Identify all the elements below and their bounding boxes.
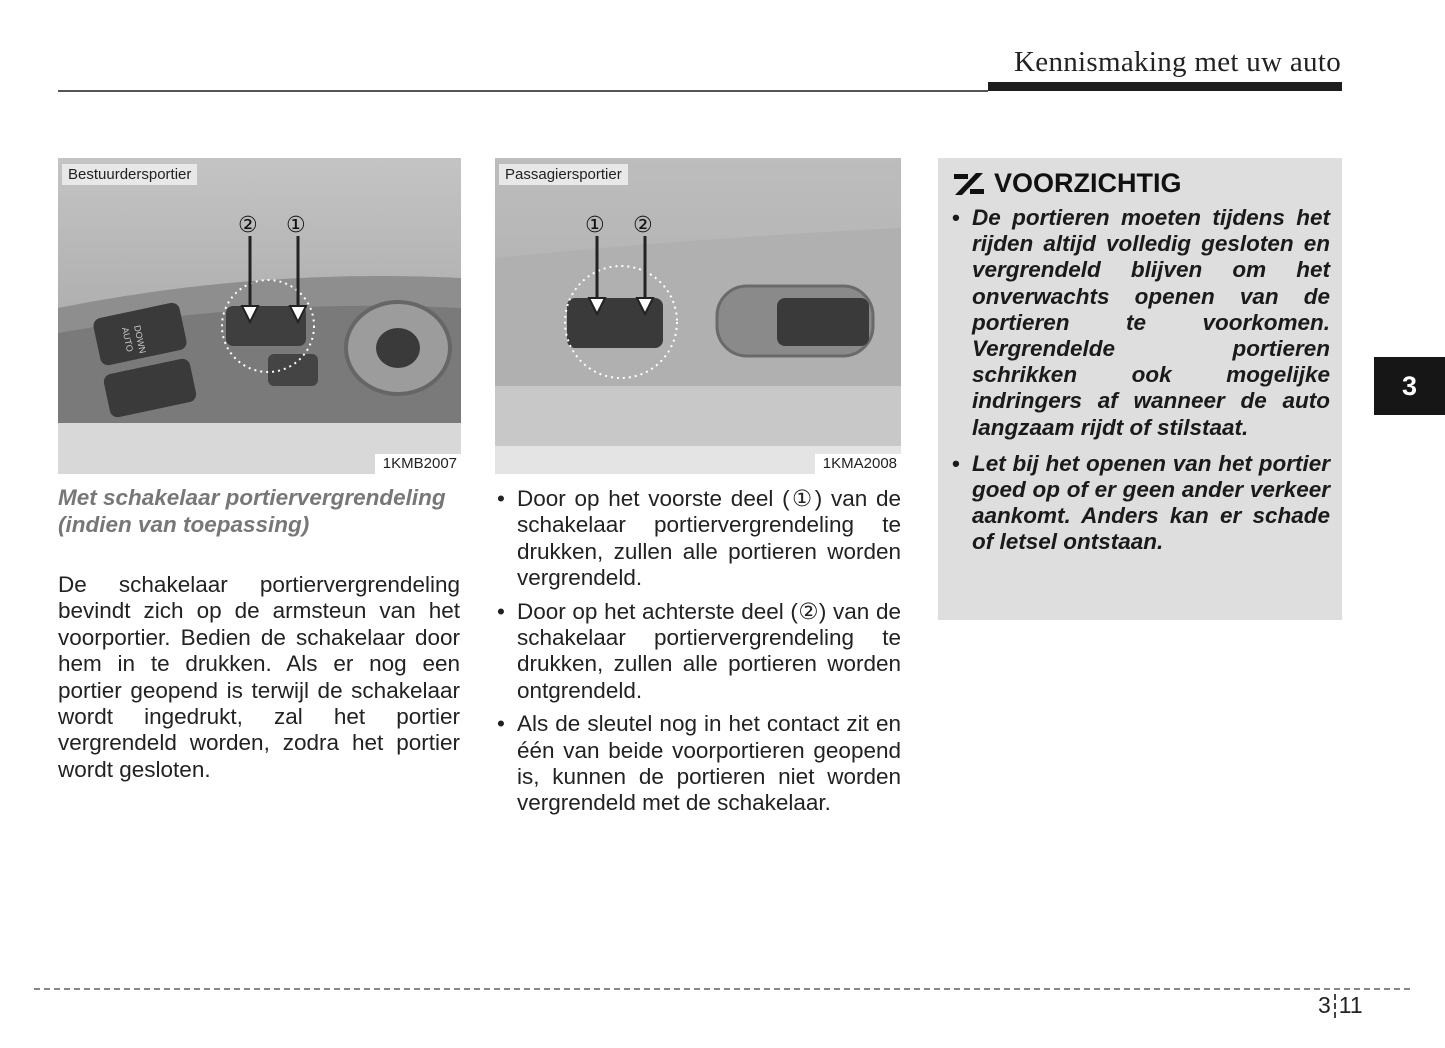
switch-label-auto: AUTO [120, 326, 135, 353]
section-body: De schakelaar portiervergrendeling bevindt zich op de armsteun van het voorportier. Bedien de schakelaar door hem in te drukken. Als er nog een portier geopend is terwijl de schakelaar wordt ingedrukt, zal het portier vergrendeld worden, zodra het portier wordt gesloten. [58, 572, 460, 782]
caution-list [952, 205, 1330, 556]
list-item: • Door op het voorste deel (①) van de schakelaar portiervergrendeling te drukken, zullen alle portieren worden vergrendeld. [495, 486, 901, 592]
section-heading: Met schakelaar portiervergrendeling (indien van toepassing) [58, 485, 446, 537]
marker-1: ① [585, 212, 605, 237]
running-header-title: Kennismaking met uw auto [1014, 46, 1341, 78]
page-number-separator [1334, 994, 1336, 1018]
caution-item: • Let bij het openen van het portier goed op of er geen ander verkeer aankomt. Anders kan er schade of letsel ontstaan. [952, 451, 1330, 556]
page-index: 11 [1338, 992, 1363, 1018]
caution-box [938, 158, 1342, 620]
chapter-tab: 3 [1374, 357, 1445, 415]
list-item: • Door op het achterste deel (②) van de schakelaar portiervergrendeling te drukken, zullen alle portieren worden ontgrendeld. [495, 599, 901, 705]
figure-code: 1KMA2008 [815, 454, 901, 474]
caution-slash-icon [952, 171, 986, 197]
marker-2: ② [633, 212, 653, 237]
switch-label-down: DOWN [132, 324, 148, 355]
caution-title: VOORZICHTIG [994, 168, 1182, 198]
caution-heading [952, 168, 1330, 199]
page-number [1318, 992, 1363, 1019]
driver-door-illustration [58, 158, 461, 474]
window-switch [777, 298, 869, 346]
figure-passenger-door [495, 158, 901, 474]
header-rule-bar [988, 82, 1342, 91]
figure-label: Passagiersportier [499, 164, 628, 185]
instruction-list [495, 486, 901, 824]
footer-rule [34, 988, 1410, 990]
list-item: • Als de sleutel nog in het contact zit en één van beide voorportieren geopend is, kunnen de portieren niet worden vergrendeld met de schakelaar. [495, 711, 901, 817]
marker-2: ② [238, 212, 258, 237]
figure-code: 1KMB2007 [375, 454, 461, 474]
marker-1: ① [286, 212, 306, 237]
passenger-door-illustration [495, 158, 901, 474]
caution-item: • De portieren moeten tijdens het rijden altijd volledig gesloten en vergrendeld blijven om het onverwachts openen van de portieren te voorkomen. Vergrendelde portieren schrikken ook mogelijke indringers af wanneer de auto langzaam rijdt of stilstaat. [952, 205, 1330, 441]
window-lock-switch [268, 354, 318, 386]
header-rule [58, 90, 988, 92]
page-chapter: 3 [1318, 992, 1331, 1018]
figure-driver-door [58, 158, 461, 474]
figure-label: Bestuurdersportier [62, 164, 197, 185]
